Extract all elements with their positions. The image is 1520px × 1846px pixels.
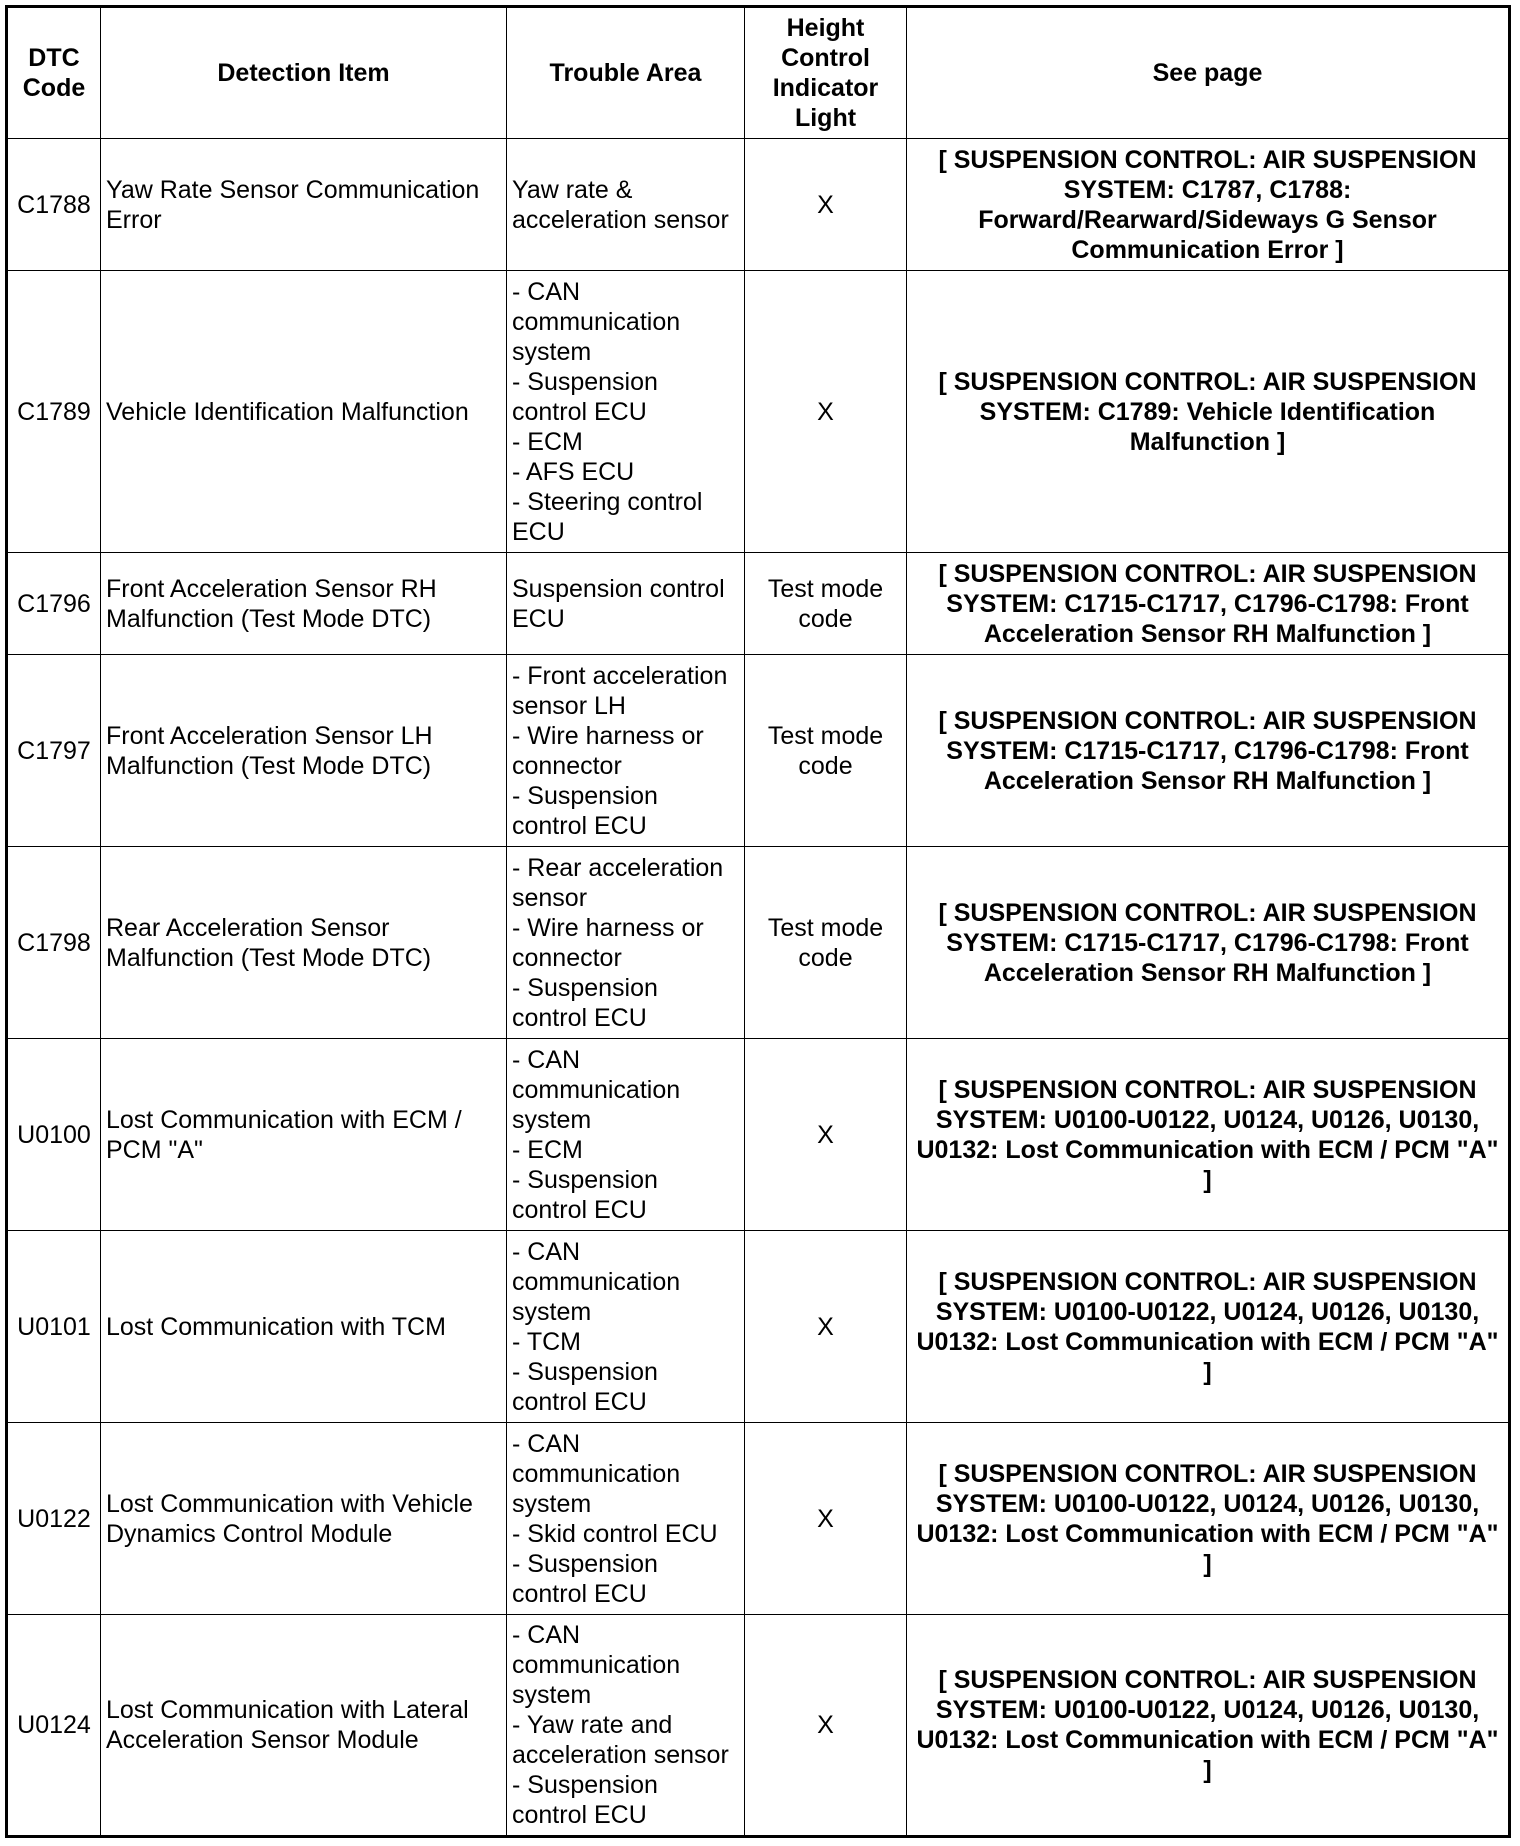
see-page-link[interactable]: [ SUSPENSION CONTROL: AIR SUSPENSION SYSTEM: C1715-C1717, C1796-C1798: Front Acceleration Sensor RH Malfunction ] bbox=[907, 553, 1510, 655]
header-row bbox=[7, 7, 1510, 139]
detection-item-cell: Yaw Rate Sensor Communication Error bbox=[101, 139, 507, 271]
trouble-area-cell: - CAN communication system - ECM - Suspension control ECU bbox=[507, 1039, 745, 1231]
table-row bbox=[7, 1231, 1510, 1423]
indicator-light-cell: X bbox=[745, 139, 907, 271]
table-row bbox=[7, 553, 1510, 655]
trouble-area-cell: - Rear acceleration sensor - Wire harness or connector - Suspension control ECU bbox=[507, 847, 745, 1039]
detection-item-cell: Lost Communication with Lateral Acceleration Sensor Module bbox=[101, 1615, 507, 1837]
trouble-area-cell: - CAN communication system - Yaw rate and acceleration sensor - Suspension control ECU bbox=[507, 1615, 745, 1837]
trouble-area-cell: Yaw rate & acceleration sensor bbox=[507, 139, 745, 271]
trouble-area-cell: - CAN communication system - TCM - Suspension control ECU bbox=[507, 1231, 745, 1423]
header-see-page: See page bbox=[907, 7, 1510, 139]
indicator-light-cell: Test mode code bbox=[745, 655, 907, 847]
see-page-link[interactable]: [ SUSPENSION CONTROL: AIR SUSPENSION SYSTEM: U0100-U0122, U0124, U0126, U0130, U0132: Lost Communication with ECM / PCM "A" ] bbox=[907, 1423, 1510, 1615]
see-page-link[interactable]: [ SUSPENSION CONTROL: AIR SUSPENSION SYSTEM: C1789: Vehicle Identification Malfunction ] bbox=[907, 271, 1510, 553]
see-page-link[interactable]: [ SUSPENSION CONTROL: AIR SUSPENSION SYSTEM: U0100-U0122, U0124, U0126, U0130, U0132: Lost Communication with ECM / PCM "A" ] bbox=[907, 1039, 1510, 1231]
indicator-light-cell: Test mode code bbox=[745, 847, 907, 1039]
dtc-code-cell: U0124 bbox=[7, 1615, 101, 1837]
header-trouble-area: Trouble Area bbox=[507, 7, 745, 139]
indicator-light-cell: X bbox=[745, 271, 907, 553]
trouble-area-cell: - Front acceleration sensor LH - Wire harness or connector - Suspension control ECU bbox=[507, 655, 745, 847]
see-page-link[interactable]: [ SUSPENSION CONTROL: AIR SUSPENSION SYSTEM: U0100-U0122, U0124, U0126, U0130, U0132: Lost Communication with ECM / PCM "A" ] bbox=[907, 1615, 1510, 1837]
detection-item-cell: Front Acceleration Sensor LH Malfunction (Test Mode DTC) bbox=[101, 655, 507, 847]
header-detection-item: Detection Item bbox=[101, 7, 507, 139]
dtc-code-cell: C1788 bbox=[7, 139, 101, 271]
table-row bbox=[7, 139, 1510, 271]
detection-item-cell: Lost Communication with TCM bbox=[101, 1231, 507, 1423]
indicator-light-cell: X bbox=[745, 1231, 907, 1423]
dtc-code-cell: U0101 bbox=[7, 1231, 101, 1423]
dtc-code-cell: U0100 bbox=[7, 1039, 101, 1231]
detection-item-cell: Vehicle Identification Malfunction bbox=[101, 271, 507, 553]
trouble-area-cell: - CAN communication system - Skid control ECU - Suspension control ECU bbox=[507, 1423, 745, 1615]
dtc-code-cell: C1798 bbox=[7, 847, 101, 1039]
header-indicator-light: Height Control Indicator Light bbox=[745, 7, 907, 139]
see-page-link[interactable]: [ SUSPENSION CONTROL: AIR SUSPENSION SYSTEM: C1715-C1717, C1796-C1798: Front Acceleration Sensor RH Malfunction ] bbox=[907, 655, 1510, 847]
see-page-link[interactable]: [ SUSPENSION CONTROL: AIR SUSPENSION SYSTEM: U0100-U0122, U0124, U0126, U0130, U0132: Lost Communication with ECM / PCM "A" ] bbox=[907, 1231, 1510, 1423]
see-page-link[interactable]: [ SUSPENSION CONTROL: AIR SUSPENSION SYSTEM: C1787, C1788: Forward/Rearward/Sideways G Sensor Communication Error ] bbox=[907, 139, 1510, 271]
dtc-code-cell: C1789 bbox=[7, 271, 101, 553]
detection-item-cell: Lost Communication with ECM / PCM "A" bbox=[101, 1039, 507, 1231]
table-row bbox=[7, 271, 1510, 553]
detection-item-cell: Front Acceleration Sensor RH Malfunction (Test Mode DTC) bbox=[101, 553, 507, 655]
header-dtc-code: DTC Code bbox=[7, 7, 101, 139]
indicator-light-cell: X bbox=[745, 1615, 907, 1837]
see-page-link[interactable]: [ SUSPENSION CONTROL: AIR SUSPENSION SYSTEM: C1715-C1717, C1796-C1798: Front Acceleration Sensor RH Malfunction ] bbox=[907, 847, 1510, 1039]
trouble-area-cell: - CAN communication system - Suspension control ECU - ECM - AFS ECU - Steering control ECU bbox=[507, 271, 745, 553]
dtc-code-cell: C1797 bbox=[7, 655, 101, 847]
trouble-area-cell: Suspension control ECU bbox=[507, 553, 745, 655]
indicator-light-cell: Test mode code bbox=[745, 553, 907, 655]
dtc-code-cell: U0122 bbox=[7, 1423, 101, 1615]
table-row bbox=[7, 655, 1510, 847]
detection-item-cell: Rear Acceleration Sensor Malfunction (Test Mode DTC) bbox=[101, 847, 507, 1039]
indicator-light-cell: X bbox=[745, 1039, 907, 1231]
indicator-light-cell: X bbox=[745, 1423, 907, 1615]
table-row bbox=[7, 1423, 1510, 1615]
table-row bbox=[7, 847, 1510, 1039]
dtc-code-cell: C1796 bbox=[7, 553, 101, 655]
table-row bbox=[7, 1039, 1510, 1231]
dtc-table bbox=[5, 5, 1511, 1838]
detection-item-cell: Lost Communication with Vehicle Dynamics Control Module bbox=[101, 1423, 507, 1615]
table-row bbox=[7, 1615, 1510, 1837]
